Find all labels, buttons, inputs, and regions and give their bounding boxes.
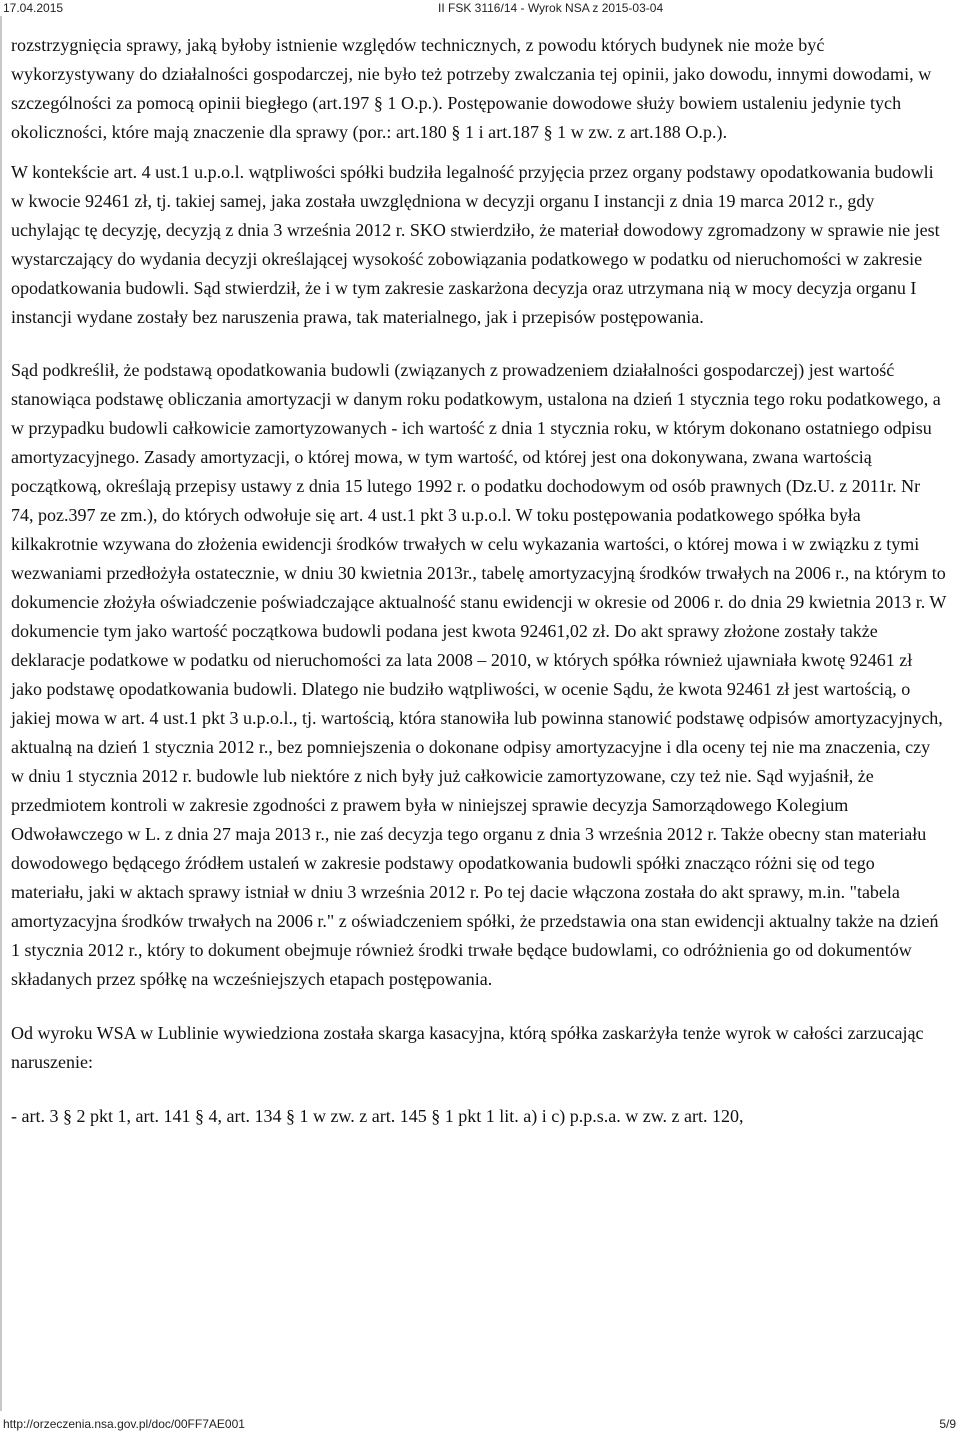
document-content (0, 16, 960, 1411)
paragraph: - art. 3 § 2 pkt 1, art. 141 § 4, art. 134 § 1 w zw. z art. 145 § 1 pkt 1 lit. a) i c) p.p.s.a. w zw. z art. 120, (11, 1106, 744, 1126)
print-date: 17.04.2015 (3, 1, 64, 15)
paragraph: Od wyroku WSA w Lublinie wywiedziona została skarga kasacyjna, którą spółka zaskarżyła tenże wyrok w całości zarzucając naruszenie: (11, 1023, 924, 1072)
quote-border (0, 16, 2, 1411)
print-header (0, 0, 960, 16)
print-footer (0, 1415, 960, 1433)
source-url: http://orzeczenia.nsa.gov.pl/doc/00FF7AE001 (3, 1417, 245, 1431)
page-number: 5/9 (939, 1417, 956, 1431)
judgment-text (11, 31, 947, 1131)
paragraph: Sąd podkreślił, że podstawą opodatkowania budowli (związanych z prowadzeniem działalności gospodarczej) jest wartość stanowiąca podstawę obliczania amortyzacji w danym roku podatkowym, ustalona na dzień 1 stycznia tego roku podatkowego, a w przypadku budowli całkowicie zamortyzowanych - ich wartość z dnia 1 stycznia roku, w którym dokonano ostatniego odpisu amortyzacyjnego. Zasady amortyzacji, o której mowa, w tym wartość, od której jest ona dokonywana, zwana wartością początkową, określają przepisy ustawy z dnia 15 lutego 1992 r. o podatku dochodowym od osób prawnych (Dz.U. z 2011r. Nr 74, poz.397 ze zm.), do których odwołuje się art. 4 ust.1 pkt 3 u.p.o.l. W toku postępowania podatkowego spółka była kilkakrotnie wzywana do złożenia ewidencji środków trwałych w celu wykazania wartości, o której mowa i w związku z tymi wezwaniami przedłożyła ostatecznie, w dniu 30 kwietnia 2013r., tabelę amortyzacyjną środków trwałych na 2006 r., na którym to dokumencie złożyła oświadczenie poświadczające aktualność stanu ewidencji w okresie od 2006 r. do dnia 29 kwietnia 2013 r. W dokumencie tym jako wartość początkowa budowli podana jest kwota 92461,02 zł. Do akt sprawy złożone zostały także deklaracje podatkowe w podatku od nieruchomości za lata 2008 – 2010, w których spółka również ujawniała kwotę 92461 zł jako podstawę opodatkowania budowli. Dlatego nie budziło wątpliwości, w ocenie Sądu, że kwota 92461 zł jest wartością, o jakiej mowa w art. 4 ust.1 pkt 3 u.p.o.l., tj. wartością, która stanowiła lub powinna stanowić podstawę odpisów amortyzacyjnych, aktualną na dzień 1 stycznia 2012 r., bez pomniejszenia o dokonane odpisy amortyzacyjne i dla oceny tej nie ma znaczenia, czy w dniu 1 stycznia 2012 r. budowle lub niektóre z nich były już całkowicie zamortyzowane, czy też nie. Sąd wyjaśnił, że przedmiotem kontroli w zakresie zgodności z prawem była w niniejszej sprawie decyzja Samorządowego Kolegium Odwoławczego w L. z dnia 27 maja 2013 r., nie zaś decyzja tego organu z dnia 3 września 2012 r. Także obecny stan materiału dowodowego będącego źródłem ustaleń w zakresie podstawy opodatkowania budowli spółki znacząco różni się od tego materiału, jaki w aktach sprawy istniał w dniu 3 września 2012 r. Po tej dacie włączona została do akt sprawy, m.in. "tabela amortyzacyjna środków trwałych na 2006 r." z oświadczeniem spółki, że przedstawia ona stan ewidencji aktualny także na dzień 1 stycznia 2012 r., który to dokument obejmuje również środki trwałe będące budowlami, co odróżnienia go od dokumentów składanych przez spółkę na wcześniejszych etapach postępowania. (11, 360, 947, 989)
paragraph: W kontekście art. 4 ust.1 u.p.o.l. wątpliwości spółki budziła legalność przyjęcia przez organy podstawy opodatkowania budowli w kwocie 92461 zł, tj. takiej samej, jaka została uwzględniona w decyzji organu I instancji z dnia 19 marca 2012 r., gdy uchylając tę decyzję, decyzją z dnia 3 września 2012 r. SKO stwierdziło, że materiał dowodowy zgromadzony w sprawie nie jest wystarczający do wydania decyzji określającej wysokość zobowiązania podatkowego w podatku od nieruchomości w zakresie opodatkowania budowli. Sąd stwierdził, że i w tym zakresie zaskarżona decyzja oraz utrzymana nią w mocy decyzja organu I instancji wydane zostały bez naruszenia prawa, tak materialnego, jak i przepisów postępowania. (11, 162, 940, 327)
paragraph: rozstrzygnięcia sprawy, jaką byłoby istnienie względów technicznych, z powodu których budynek nie może być wykorzystywany do działalności gospodarczej, nie było też potrzeby zwalczania tej opinii, jako dowodu, innymi dowodami, w szczególności za pomocą opinii biegłego (art.197 § 1 O.p.). Postępowanie dowodowe służy bowiem ustaleniu jedynie tych okoliczności, które mają znaczenie dla sprawy (por.: art.180 § 1 i art.187 § 1 w zw. z art.188 O.p.). (11, 35, 932, 142)
document-title: II FSK 3116/14 - Wyrok NSA z 2015-03-04 (438, 1, 664, 15)
